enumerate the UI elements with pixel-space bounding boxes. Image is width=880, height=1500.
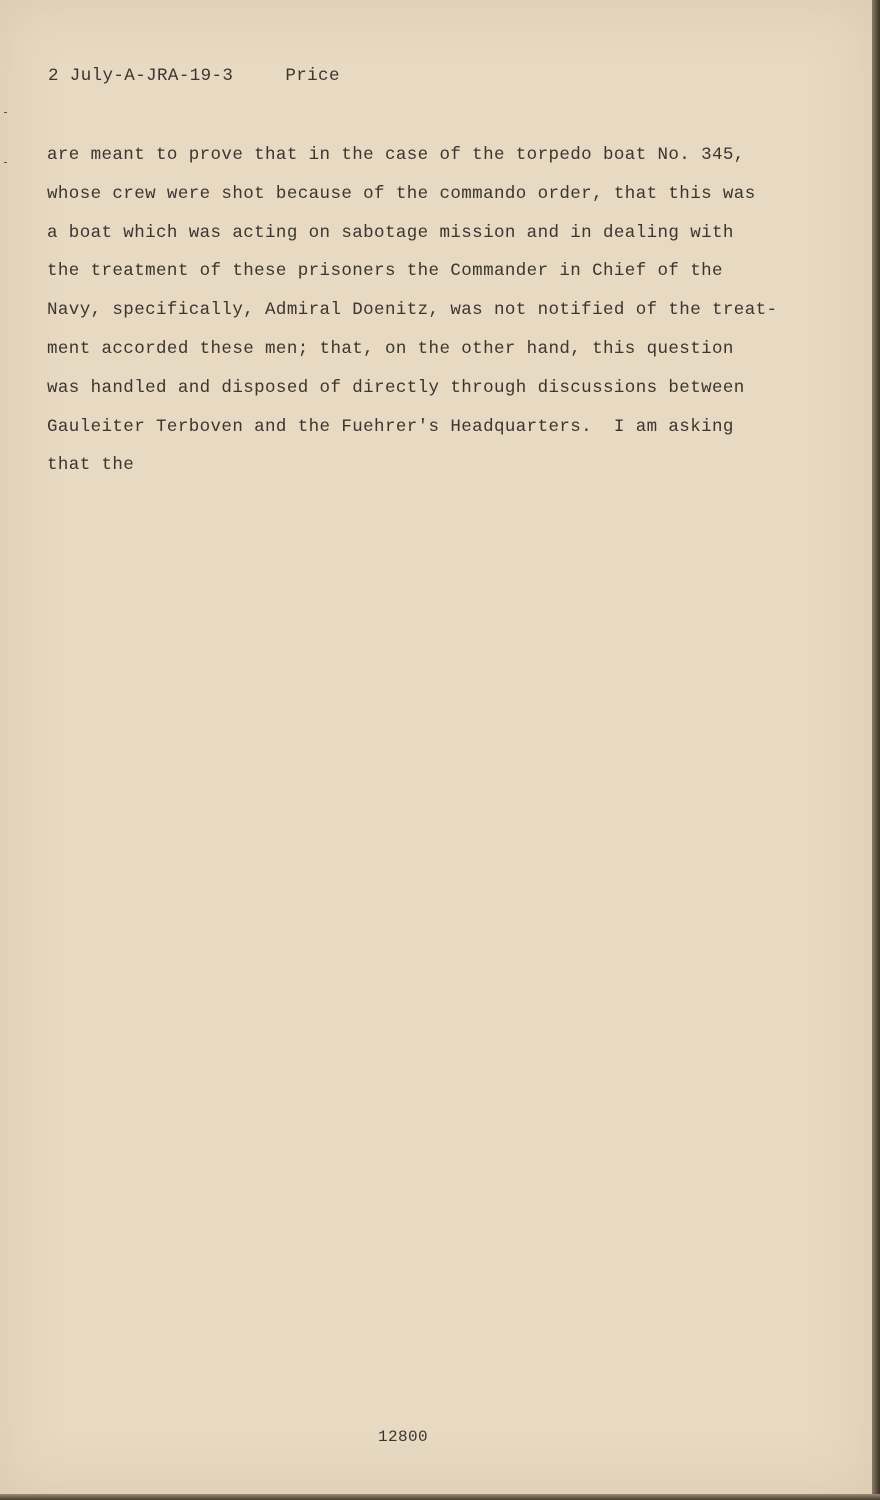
body-line: a boat which was acting on sabotage mission and in dealing with <box>47 222 734 243</box>
page-header <box>48 66 340 86</box>
body-line: Navy, specifically, Admiral Doenitz, was not notified of the treat- <box>47 300 778 321</box>
body-line: Gauleiter Terboven and the Fuehrer's Headquarters. I am asking <box>47 416 734 437</box>
document-reference: 2 July-A-JRA-19-3 <box>48 66 234 86</box>
page-number: 12800 <box>378 1428 429 1446</box>
body-line: that the <box>47 455 135 476</box>
body-line: whose crew were shot because of the commando order, that this was <box>47 183 756 204</box>
body-line: the treatment of these prisoners the Commander in Chief of the <box>47 261 723 282</box>
body-line: was handled and disposed of directly through discussions between <box>47 377 745 398</box>
body-line: ment accorded these men; that, on the other hand, this question <box>47 338 734 359</box>
body-line: are meant to prove that in the case of the torpedo boat No. 345, <box>47 145 745 165</box>
transcript-body <box>47 141 847 490</box>
scan-edge-bottom <box>0 1494 880 1500</box>
margin-mark <box>4 112 7 113</box>
margin-mark <box>4 162 7 163</box>
speaker-name: Price <box>285 66 340 86</box>
scan-edge-right <box>872 0 880 1500</box>
